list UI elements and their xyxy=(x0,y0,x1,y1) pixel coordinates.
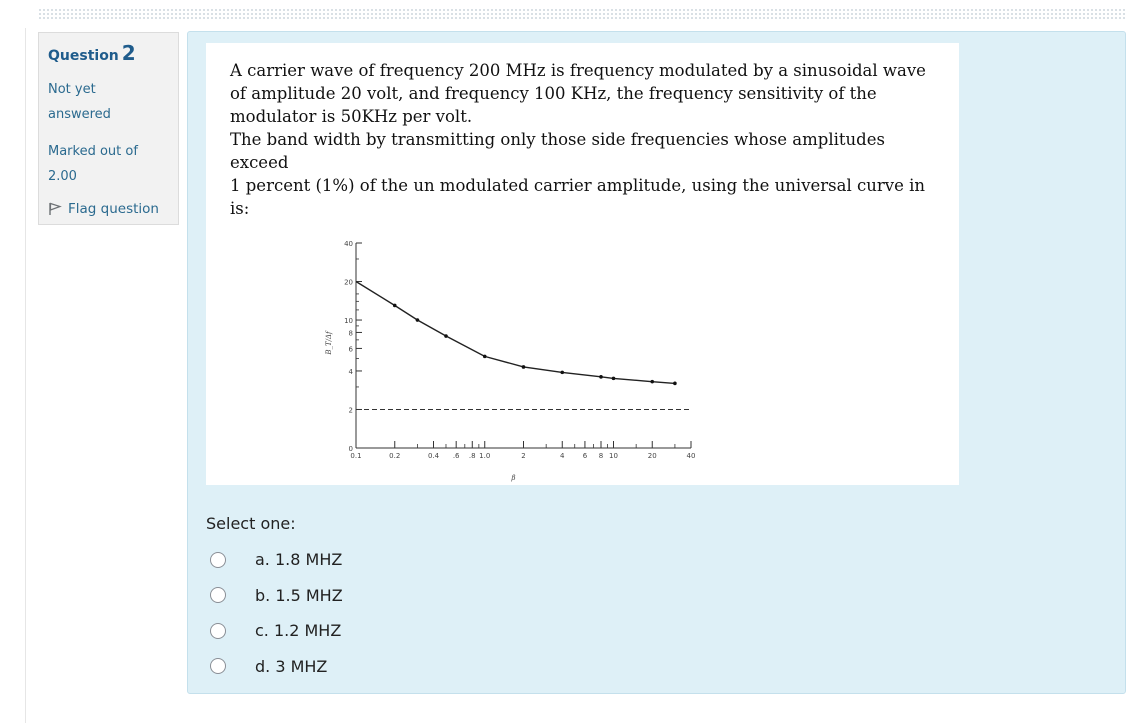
state-line-1: Not yet xyxy=(48,82,96,97)
answer-option-c[interactable] xyxy=(210,613,343,649)
x-tick-label: 6 xyxy=(582,452,588,460)
question-label: Question xyxy=(48,48,119,64)
y-tick-label: 2 xyxy=(348,406,353,415)
question-text-line: of amplitude 20 volt, and frequency 100 KHz, the frequency sensitivity of the xyxy=(230,84,877,103)
grade-line-2: 2.00 xyxy=(48,169,77,184)
select-one-label: Select one: xyxy=(206,514,296,533)
curve-data-point xyxy=(393,304,397,308)
page-left-border xyxy=(25,28,26,723)
y-tick-label: 10 xyxy=(344,317,353,326)
answer-option-d[interactable] xyxy=(210,649,343,685)
radio-button[interactable] xyxy=(210,623,226,639)
universal-curve-chart xyxy=(296,233,716,488)
answer-label: d. 3 MHZ xyxy=(255,656,328,676)
answer-option-b[interactable] xyxy=(210,578,343,614)
y-tick-label: 8 xyxy=(348,329,353,338)
curve-data-point xyxy=(673,382,677,386)
question-text xyxy=(230,59,930,220)
answer-label: a. 1.8 MHZ xyxy=(255,550,343,570)
flag-question-link[interactable] xyxy=(48,201,169,217)
question-text-line: modulator is 50KHz per volt. xyxy=(230,107,473,126)
question-text-line: A carrier wave of frequency 200 MHz is frequency modulated by a sinusoidal wave xyxy=(230,61,926,80)
question-image xyxy=(206,43,959,485)
x-tick-label: 4 xyxy=(560,452,565,460)
radio-button[interactable] xyxy=(210,552,226,568)
grade-line-1: Marked out of xyxy=(48,144,138,159)
curve-data-point xyxy=(612,377,616,381)
curve-data-point xyxy=(650,380,654,384)
universal-curve-line xyxy=(356,282,675,384)
radio-button[interactable] xyxy=(210,658,226,674)
x-tick-label: 0.4 xyxy=(427,452,440,460)
radio-button[interactable] xyxy=(210,587,226,603)
flag-question-label: Flag question xyxy=(68,201,159,217)
question-state xyxy=(48,77,169,127)
y-tick-label: 20 xyxy=(344,278,353,287)
x-tick-label: 10 xyxy=(609,452,618,460)
y-tick-label: 40 xyxy=(344,240,353,248)
x-tick-label: 0.1 xyxy=(350,452,362,460)
curve-data-point xyxy=(444,334,448,338)
x-tick-label: 8 xyxy=(598,452,604,460)
curve-data-point xyxy=(416,318,420,322)
y-tick-label: 6 xyxy=(348,345,353,354)
question-text-line: 1 percent (1%) of the un modulated carrier amplitude, using the universal curve in xyxy=(230,176,925,195)
question-text-line: is: xyxy=(230,199,250,218)
x-tick-label: 20 xyxy=(647,452,657,460)
question-text-line: The band width by transmitting only those side frequencies whose amplitudes exceed xyxy=(230,130,885,172)
x-tick-label: 0.2 xyxy=(389,452,401,460)
state-line-2: answered xyxy=(48,107,111,122)
flag-icon xyxy=(48,202,62,216)
answer-option-a[interactable] xyxy=(210,542,343,578)
x-tick-label: 2 xyxy=(521,452,526,460)
y-axis-label: B_T/Δf xyxy=(325,331,333,355)
x-tick-label: 40 xyxy=(686,452,696,460)
curve-data-point xyxy=(599,375,603,379)
question-content xyxy=(187,31,1126,694)
y-tick-label: 0 xyxy=(348,445,353,453)
x-tick-label: 1.0 xyxy=(479,452,491,460)
curve-data-point xyxy=(522,365,526,369)
question-grade xyxy=(48,139,169,189)
top-dotted-strip xyxy=(38,8,1126,20)
answer-label: c. 1.2 MHZ xyxy=(255,621,342,641)
answer-options xyxy=(210,542,343,684)
question-info-panel xyxy=(38,32,179,225)
curve-data-point xyxy=(560,371,564,375)
x-axis-label: β xyxy=(511,474,516,482)
y-tick-label: 4 xyxy=(348,367,353,376)
x-tick-label: .6 xyxy=(452,452,460,460)
question-number xyxy=(48,41,169,65)
x-tick-label: .8 xyxy=(468,452,476,460)
curve-data-point xyxy=(483,355,487,359)
answer-label: b. 1.5 MHZ xyxy=(255,585,343,605)
question-number-value: 2 xyxy=(121,41,136,65)
